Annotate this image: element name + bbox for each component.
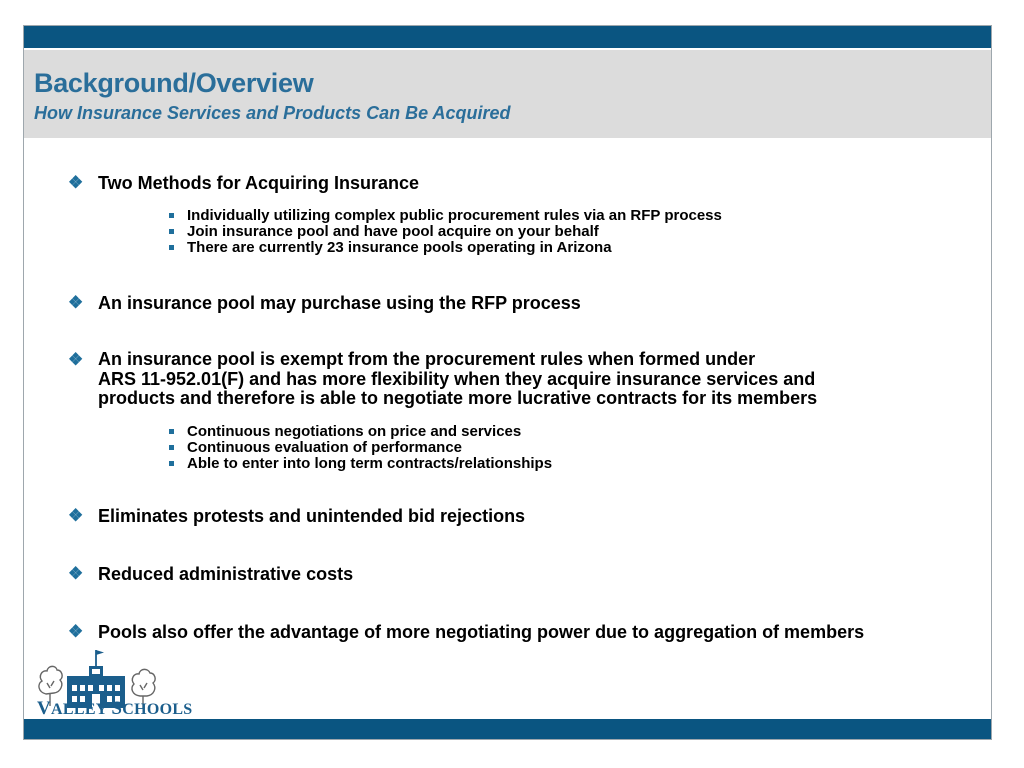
diamond-bullet-icon: ❖ — [68, 622, 84, 641]
slide-title: Background/Overview — [34, 68, 314, 98]
bullet-text: An insurance pool is exempt from the procurement rules when formed under ARS 11-952.01(F) and has more flexibility when they acquire insurance services and products and therefore is able to negotiate more lucrative contracts for its members — [98, 349, 818, 408]
logo-wordmark: VALLEY SCHOOLS — [37, 698, 193, 719]
square-bullet-icon — [169, 213, 174, 218]
bullet-text: Reduced administrative costs — [98, 564, 354, 584]
square-bullet-icon — [169, 429, 174, 434]
square-bullet-icon — [169, 445, 174, 450]
bullet-text: Pools also offer the advantage of more negotiating power due to aggregation of members — [98, 622, 865, 642]
slide: Background/Overview How Insurance Services and Products Can Be Acquired ❖ Two Methods for Acquiring Insurance Individually utilizing complex public procurement rules via an RFP process Join insurance pool and have pool acquire on your behalf There are currently 23 insurance pools operating in Arizona ❖ An insurance pool may purchase using the RFP process ❖ An insurance pool is exempt from the procurement rules when formed under ARS 11-952.01(F) and has more flexibility when they acquire insurance services and products and therefore is able to negotiate more lucrative contracts for its members Continuous negotiations on price and services Continuous evaluation of performance Able to enter into long term contracts/relationships ❖ Eliminates protests and unintended bid rejections ❖ Reduced administrative costs ❖ Pools also offer the advantage of more negotiating power due to aggregation of members VALLEY SCHOOLS — [23, 25, 992, 740]
diamond-bullet-icon: ❖ — [68, 293, 84, 312]
header-band — [24, 48, 991, 138]
square-bullet-icon — [169, 245, 174, 250]
diamond-bullet-icon: ❖ — [68, 506, 84, 525]
diamond-bullet-icon: ❖ — [68, 350, 84, 369]
top-bar — [24, 26, 991, 48]
bottom-bar — [24, 719, 991, 739]
slide-subtitle: How Insurance Services and Products Can Be Acquired — [34, 103, 511, 123]
diamond-bullet-icon: ❖ — [68, 173, 84, 192]
square-bullet-icon — [169, 461, 174, 466]
bullet-text: Eliminates protests and unintended bid rejections — [98, 506, 526, 526]
bullet-text: Two Methods for Acquiring Insurance — [98, 173, 420, 193]
bullet-text: An insurance pool may purchase using the RFP process — [98, 293, 581, 313]
square-bullet-icon — [169, 229, 174, 234]
diamond-bullet-icon: ❖ — [68, 564, 84, 583]
